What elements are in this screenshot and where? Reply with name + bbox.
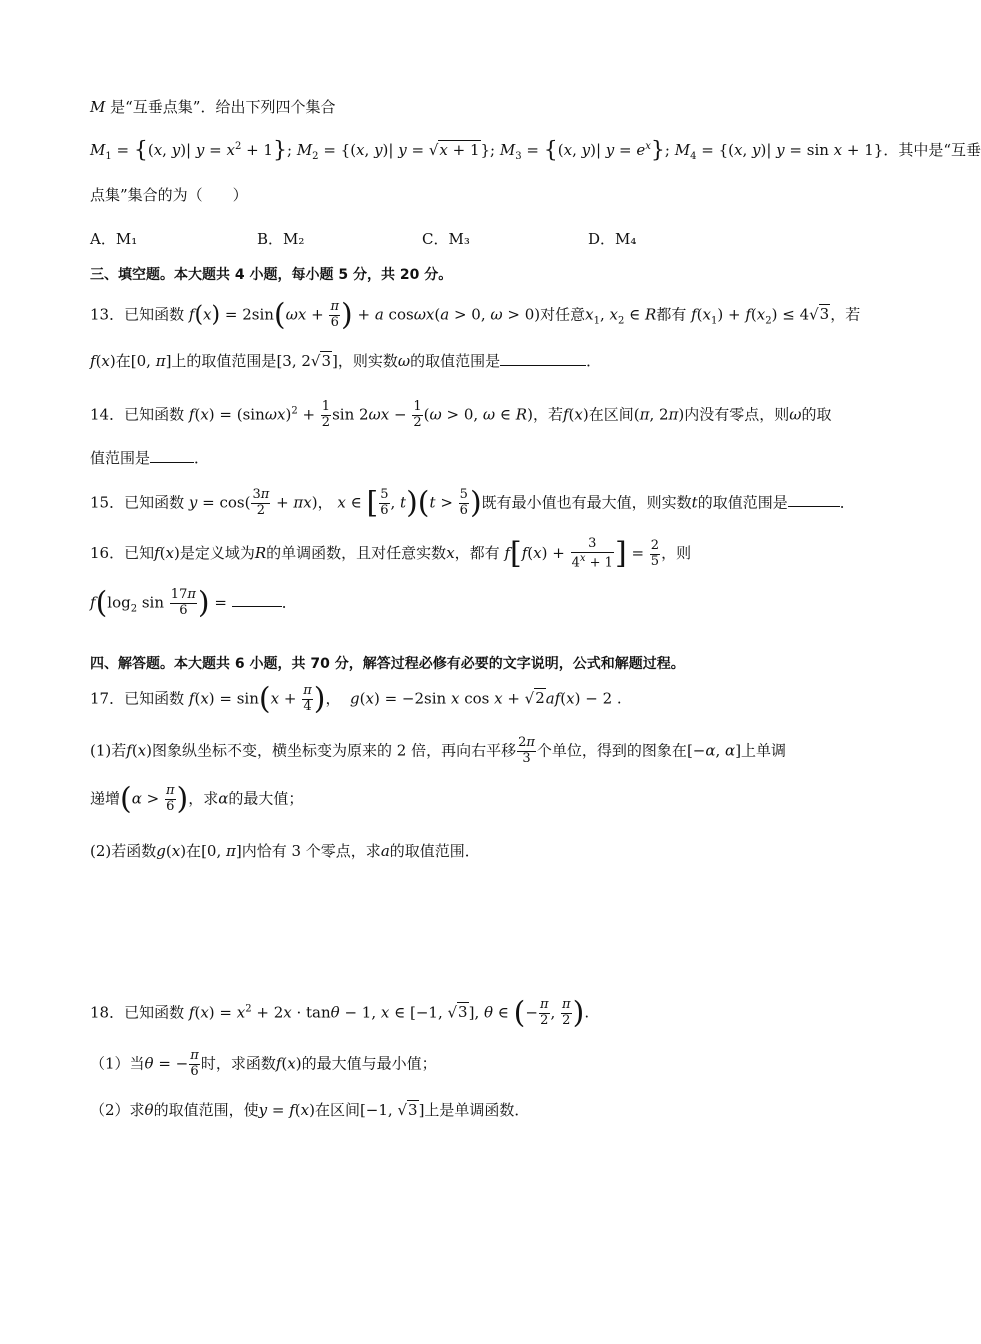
q13-period: ． bbox=[586, 352, 602, 370]
q17-text: ，求 bbox=[188, 789, 219, 808]
q18-text: 上是单调函数． bbox=[424, 1101, 530, 1119]
q13-text: 上的取值范围是 bbox=[171, 352, 277, 370]
q12-question-line: 点集”集合的为（ ） bbox=[90, 186, 248, 204]
q13-text: 已知函数 bbox=[124, 305, 185, 324]
section4-title: 四、解答题。本大题共 6 小题，共 70 分，解答过程必修有必要的文字说明，公式和解题过程。 bbox=[90, 656, 685, 672]
q13-text: ，则实数 bbox=[337, 352, 398, 370]
q16-text: 的单调函数，且对任意实数 bbox=[266, 544, 447, 563]
q15-number: 15． bbox=[90, 493, 125, 512]
q16-number: 16． bbox=[90, 544, 125, 563]
q15-period: ． bbox=[839, 493, 855, 512]
q15-text: 既有最小值也有最大值，则实数 bbox=[481, 493, 692, 512]
q18-text: 在区间 bbox=[314, 1101, 360, 1119]
q17-text: 已知函数 bbox=[124, 689, 185, 708]
q14-text: 内没有零点，则 bbox=[684, 405, 790, 424]
q12-sets-tail: ．其中是“互垂 bbox=[883, 141, 981, 159]
q18-text: 的取值范围，使 bbox=[153, 1101, 259, 1119]
q17-text: 内恰有 3 个零点，求 bbox=[241, 842, 381, 860]
option-c[interactable]: C．M₃ bbox=[422, 230, 470, 248]
q17-text: (1)若 bbox=[90, 741, 127, 760]
q17-text: 个单位，得到的图象在 bbox=[536, 741, 687, 760]
q13-line1: 13．已知函数 f(x) = 2sin(ωx + $\frac{\pi}{6}$ ) + a cosωx(a > 0, ω > 0)对任意$x_1$, $x_2$ ∈ R都有 $f(x_1) + f(x_2) \le 4√3$，若 bbox=[90, 297, 861, 333]
q12-intro-line: M 是“互垂点集”．给出下列四个集合 bbox=[90, 98, 336, 116]
q14-text: 在区间 bbox=[588, 405, 634, 424]
q18-part1: （1）当θ = − $\frac{\pi}{6}$ 时，求函数f(x)的最大值与最小值； bbox=[90, 1048, 437, 1079]
q13-number: 13． bbox=[90, 305, 125, 324]
q18-part2: （2）求θ的取值范围，使y = f(x)在区间[−1, √3]上是单调函数． bbox=[90, 1101, 530, 1119]
q14-number: 14． bbox=[90, 405, 125, 424]
q14-text: 值范围是 bbox=[90, 449, 151, 467]
option-d[interactable]: D．M₄ bbox=[588, 230, 637, 248]
q18-text: 的最大值与最小值； bbox=[301, 1054, 437, 1073]
q13-text: 对任意 bbox=[540, 305, 586, 324]
section3-title: 三、填空题。本大题共 4 小题，每小题 5 分，共 20 分。 bbox=[90, 267, 453, 283]
q14-text: 的取 bbox=[801, 405, 832, 424]
q13-text: 在 bbox=[115, 352, 131, 370]
q18-number: 18． bbox=[90, 1003, 125, 1022]
q14-answer-blank[interactable] bbox=[150, 461, 194, 463]
q17-text: (2)若函数 bbox=[90, 842, 157, 860]
q17-part1-line2: 递增(α > $\frac{\pi}{6}$ )，求α的最大值； bbox=[90, 781, 304, 817]
q15-text: ， bbox=[317, 493, 333, 512]
q16-period: ． bbox=[281, 593, 297, 612]
q14-text: ，若 bbox=[532, 405, 563, 424]
q15-text: 的取值范围是 bbox=[697, 493, 788, 512]
q16-text: ，则 bbox=[661, 544, 692, 563]
q14-period: ． bbox=[194, 449, 210, 467]
option-b[interactable]: B．M₂ bbox=[257, 230, 305, 248]
q14-line2 bbox=[90, 449, 858, 469]
q15-text: 已知函数 bbox=[124, 493, 185, 512]
q16-line2: $f(\log_2$ sin $\frac{17\pi}{6}$ ) = ． bbox=[90, 585, 297, 621]
q12-intro-text: 是“互垂点集”．给出下列四个集合 bbox=[110, 98, 336, 116]
q17-text: 的最大值； bbox=[228, 789, 304, 808]
q17-text: 图象纵坐标不变，横坐标变为原来的 2 倍，再向右平移 bbox=[152, 741, 517, 760]
q18-text: 已知函数 bbox=[124, 1003, 185, 1022]
q12-sets-line: $M_1 = \{(x$, y)| $y = x^2 + 1$}; $M_2 = \{(x$, y)| y = √x + 1}; $M_3 = \{(x$, y)| $y = e^x$}; $M_4 = \{(x$, y)| y = sin x + 1}．其中是“互垂 bbox=[90, 138, 981, 163]
q17-part1-line1: (1)若f(x)图象纵坐标不变，横坐标变为原来的 2 倍，再向右平移 $\frac{2\pi}{3}$ 个单位，得到的图象在[−α, α]上单调 bbox=[90, 735, 787, 766]
q14-text: 已知函数 bbox=[124, 405, 185, 424]
q18-text: 时，求函数 bbox=[200, 1054, 276, 1073]
q13-text: 都有 bbox=[656, 305, 687, 324]
q16-text: 是定义域为 bbox=[179, 544, 255, 563]
q13-answer-blank[interactable] bbox=[500, 364, 586, 366]
q16-line1: 16．已知f(x)是定义域为R的单调函数，且对任意实数x，都有 f[f(x) + $\frac{3}{4^x + 1}$ ] = $\frac{2}{5}$ ，则 bbox=[90, 536, 692, 572]
q17-text: 在 bbox=[186, 842, 202, 860]
q17-stem: 17．已知函数 f(x) = sin(x + $\frac{\pi}{4}$ )， g(x) = −2sin x cos x + √2af(x) − 2 . bbox=[90, 681, 622, 717]
q16-text: 已知 bbox=[124, 544, 155, 563]
option-a[interactable]: A．M₁ bbox=[90, 230, 138, 248]
q17-part2: (2)若函数g(x)在[0, π]内恰有 3 个零点，求a的取值范围． bbox=[90, 842, 480, 860]
q13-text: ，若 bbox=[830, 305, 861, 324]
q15-line: 15．已知函数 y = cos( $\frac{3\pi}{2}$ + πx)， x ∈ [ $\frac{5}{6}$ , t)(t > $\frac{5}{6}$ )既有最小值也有最大值，则实数t的取值范围是 ． bbox=[90, 485, 855, 521]
q16-text: ，都有 bbox=[454, 544, 500, 563]
q16-answer-blank[interactable] bbox=[232, 605, 282, 607]
q14-line1: 14．已知函数 $f(x) = (\sin\omega x)^2$ + $\frac{1}{2}$ sin 2ωx − $\frac{1}{2}$ (ω > 0, ω ∈ R)，若f(x)在区间(π, 2π)内没有零点，则ω的取 bbox=[90, 399, 832, 430]
q18-text: （2）求 bbox=[90, 1101, 145, 1119]
q13-text: 的取值范围是 bbox=[410, 352, 501, 370]
q18-stem: 18．已知函数 $f(x) = x^2 + 2x \cdot \tan\theta - 1$, x ∈ [−1, √3], θ ∈ (− $\frac{\pi}{2}$ , $\frac{\pi}{2}$ ). bbox=[90, 995, 590, 1031]
q13-line2: f(x)在[0, π]上的取值范围是[3, 2√3]，则实数ω的取值范围是 ． bbox=[90, 352, 602, 370]
q18-text: （1）当 bbox=[90, 1054, 145, 1073]
q17-text: 上单调 bbox=[741, 741, 787, 760]
q17-number: 17． bbox=[90, 689, 125, 708]
q17-text: 的取值范围． bbox=[389, 842, 480, 860]
q17-text: 递增 bbox=[90, 789, 121, 808]
q15-answer-blank[interactable] bbox=[788, 505, 840, 507]
